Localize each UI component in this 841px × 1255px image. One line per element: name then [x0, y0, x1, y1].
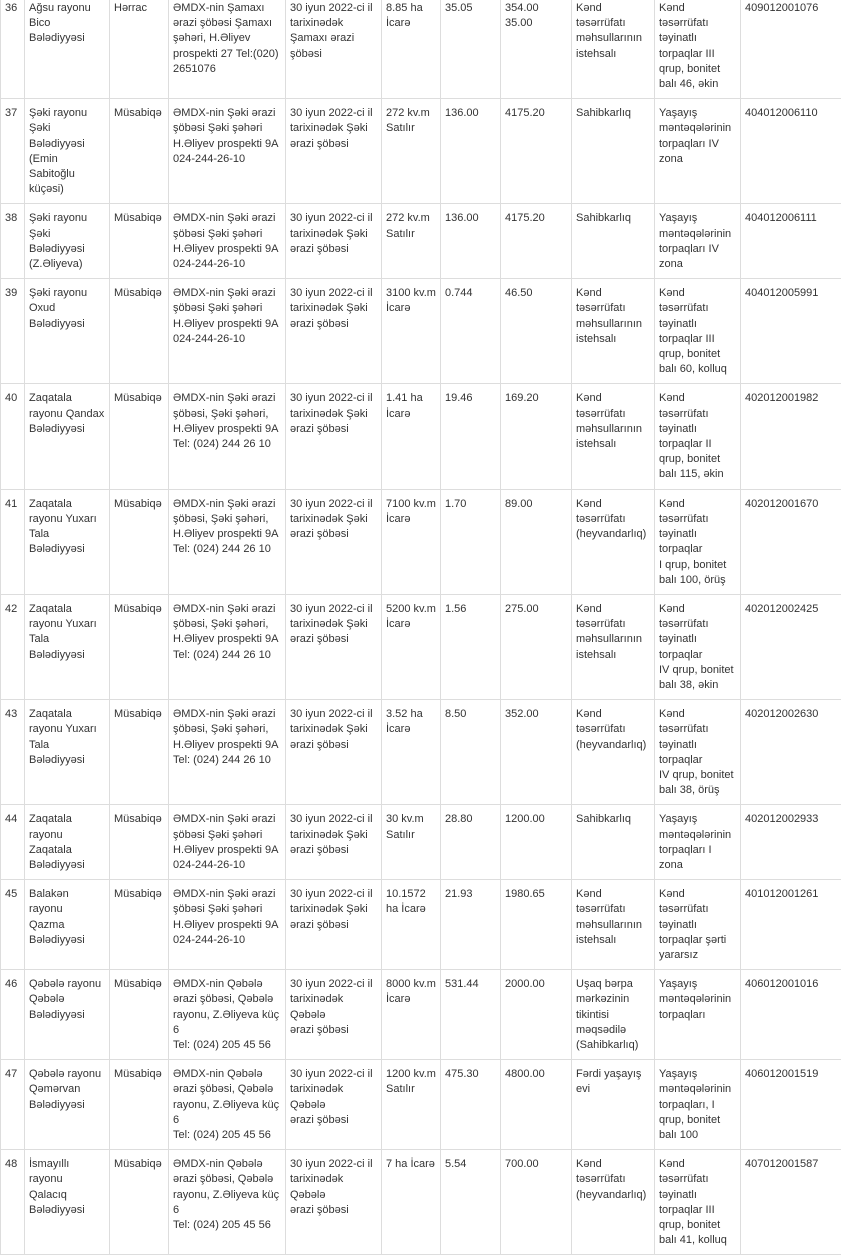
- table-row: [1, 384, 841, 489]
- start-price-cell: 28.80: [441, 805, 501, 880]
- land-category-cell: Yaşayış məntəqələrinin torpaqları I zona: [655, 805, 741, 880]
- annual-price-cell: 4800.00: [501, 1060, 572, 1150]
- purpose-cell: Kənd təsərrüfatı məhsullarının istehsalı: [572, 279, 655, 384]
- office-cell: ƏMDX-nin Şəki ərazi şöbəsi, Şəki şəhəri, H.Əliyev prospekti 9A Tel: (024) 244 26 10: [169, 594, 286, 699]
- area-cell: 3100 kv.m İcarə: [382, 279, 441, 384]
- table-row: [1, 489, 841, 594]
- row-number: 45: [1, 880, 25, 970]
- land-category-cell: Kənd təsərrüfatı təyinatlı torpaqlar IV qrup, bonitet balı 38, örüş: [655, 700, 741, 805]
- deadline-cell: 30 iyun 2022-ci il tarixinədək Şəki ərazi şöbəsi: [286, 279, 382, 384]
- sale-method-cell: Hərrac: [110, 0, 169, 99]
- sale-method-cell: Müsabiqə: [110, 489, 169, 594]
- row-number: 48: [1, 1150, 25, 1255]
- purpose-cell: Fərdi yaşayış evi: [572, 1060, 655, 1150]
- purpose-cell: Sahibkarlıq: [572, 99, 655, 204]
- annual-price-cell: 46.50: [501, 279, 572, 384]
- area-cell: 10.1572 ha İcarə: [382, 880, 441, 970]
- purpose-cell: Kənd təsərrüfatı məhsullarının istehsalı: [572, 880, 655, 970]
- row-number: 43: [1, 700, 25, 805]
- office-cell: ƏMDX-nin Qəbələ ərazi şöbəsi, Qəbələ rayonu, Z.Əliyeva küç 6 Tel: (024) 205 45 56: [169, 970, 286, 1060]
- table-row: [1, 594, 841, 699]
- cadastre-code-cell: 409012001076: [741, 0, 841, 99]
- annual-price-cell: 89.00: [501, 489, 572, 594]
- deadline-cell: 30 iyun 2022-ci il tarixinədək Şəki ərazi şöbəsi: [286, 700, 382, 805]
- municipality-cell: Zaqatala rayonu Qandax Bələdiyyəsi: [25, 384, 110, 489]
- start-price-cell: 136.00: [441, 99, 501, 204]
- table-row: [1, 1150, 841, 1255]
- sale-method-cell: Müsabiqə: [110, 805, 169, 880]
- start-price-cell: 21.93: [441, 880, 501, 970]
- office-cell: ƏMDX-nin Qəbələ ərazi şöbəsi, Qəbələ rayonu, Z.Əliyeva küç 6 Tel: (024) 205 45 56: [169, 1060, 286, 1150]
- area-cell: 8.85 ha İcarə: [382, 0, 441, 99]
- start-price-cell: 35.05: [441, 0, 501, 99]
- municipality-cell: İsmayıllı rayonu Qalacıq Bələdiyyəsi: [25, 1150, 110, 1255]
- start-price-cell: 5.54: [441, 1150, 501, 1255]
- deadline-cell: 30 iyun 2022-ci il tarixinədək Şəki ərazi şöbəsi: [286, 204, 382, 279]
- purpose-cell: Sahibkarlıq: [572, 805, 655, 880]
- start-price-cell: 19.46: [441, 384, 501, 489]
- area-cell: 7100 kv.m İcarə: [382, 489, 441, 594]
- municipality-cell: Şəki rayonu Oxud Bələdiyyəsi: [25, 279, 110, 384]
- row-number: 39: [1, 279, 25, 384]
- land-category-cell: Kənd təsərrüfatı təyinatlı torpaqlar III qrup, bonitet balı 46, əkin: [655, 0, 741, 99]
- purpose-cell: Uşaq bərpa mərkəzinin tikintisi məqsədilə (Sahibkarlıq): [572, 970, 655, 1060]
- sale-method-cell: Müsabiqə: [110, 970, 169, 1060]
- purpose-cell: Kənd təsərrüfatı məhsullarının istehsalı: [572, 0, 655, 99]
- annual-price-cell: 352.00: [501, 700, 572, 805]
- annual-price-cell: 354.00 35.00: [501, 0, 572, 99]
- cadastre-code-cell: 406012001519: [741, 1060, 841, 1150]
- row-number: 37: [1, 99, 25, 204]
- area-cell: 1200 kv.m Satılır: [382, 1060, 441, 1150]
- municipality-cell: Qəbələ rayonu Qəmərvan Bələdiyyəsi: [25, 1060, 110, 1150]
- municipality-cell: Qəbələ rayonu Qəbələ Bələdiyyəsi: [25, 970, 110, 1060]
- sale-method-cell: Müsabiqə: [110, 204, 169, 279]
- purpose-cell: Kənd təsərrüfatı (heyvandarlıq): [572, 700, 655, 805]
- annual-price-cell: 275.00: [501, 594, 572, 699]
- land-category-cell: Kənd təsərrüfatı təyinatlı torpaqlar III qrup, bonitet balı 41, kolluq: [655, 1150, 741, 1255]
- sale-method-cell: Müsabiqə: [110, 1150, 169, 1255]
- sale-method-cell: Müsabiqə: [110, 700, 169, 805]
- land-category-cell: Yaşayış məntəqələrinin torpaqları, I qrup, bonitet balı 100: [655, 1060, 741, 1150]
- deadline-cell: 30 iyun 2022-ci il tarixinədək Şamaxı ərazi şöbəsi: [286, 0, 382, 99]
- purpose-cell: Kənd təsərrüfatı (heyvandarlıq): [572, 1150, 655, 1255]
- municipality-cell: Balakən rayonu Qazma Bələdiyyəsi: [25, 880, 110, 970]
- annual-price-cell: 1980.65: [501, 880, 572, 970]
- row-number: 46: [1, 970, 25, 1060]
- table-row: [1, 1060, 841, 1150]
- deadline-cell: 30 iyun 2022-ci il tarixinədək Qəbələ ərazi şöbəsi: [286, 970, 382, 1060]
- office-cell: ƏMDX-nin Şəki ərazi şöbəsi, Şəki şəhəri, H.Əliyev prospekti 9A Tel: (024) 244 26 10: [169, 700, 286, 805]
- cadastre-code-cell: 402012002630: [741, 700, 841, 805]
- cadastre-code-cell: 402012001982: [741, 384, 841, 489]
- office-cell: ƏMDX-nin Qəbələ ərazi şöbəsi, Qəbələ rayonu, Z.Əliyeva küç 6 Tel: (024) 205 45 56: [169, 1150, 286, 1255]
- start-price-cell: 1.70: [441, 489, 501, 594]
- sale-method-cell: Müsabiqə: [110, 99, 169, 204]
- municipality-cell: Ağsu rayonu Bico Bələdiyyəsi: [25, 0, 110, 99]
- start-price-cell: 1.56: [441, 594, 501, 699]
- sale-method-cell: Müsabiqə: [110, 880, 169, 970]
- area-cell: 7 ha İcarə: [382, 1150, 441, 1255]
- area-cell: 272 kv.m Satılır: [382, 204, 441, 279]
- cadastre-code-cell: 401012001261: [741, 880, 841, 970]
- municipality-cell: Zaqatala rayonu Yuxarı Tala Bələdiyyəsi: [25, 594, 110, 699]
- purpose-cell: Kənd təsərrüfatı məhsullarının istehsalı: [572, 384, 655, 489]
- table-row: [1, 204, 841, 279]
- deadline-cell: 30 iyun 2022-ci il tarixinədək Şəki ərazi şöbəsi: [286, 489, 382, 594]
- deadline-cell: 30 iyun 2022-ci il tarixinədək Qəbələ ərazi şöbəsi: [286, 1060, 382, 1150]
- purpose-cell: Sahibkarlıq: [572, 204, 655, 279]
- deadline-cell: 30 iyun 2022-ci il tarixinədək Şəki ərazi şöbəsi: [286, 594, 382, 699]
- deadline-cell: 30 iyun 2022-ci il tarixinədək Şəki ərazi şöbəsi: [286, 384, 382, 489]
- annual-price-cell: 700.00: [501, 1150, 572, 1255]
- office-cell: ƏMDX-nin Şəki ərazi şöbəsi Şəki şəhəri H.Əliyev prospekti 9A 024-244-26-10: [169, 805, 286, 880]
- purpose-cell: Kənd təsərrüfatı məhsullarının istehsalı: [572, 594, 655, 699]
- land-category-cell: Yaşayış məntəqələrinin torpaqları: [655, 970, 741, 1060]
- cadastre-code-cell: 407012001587: [741, 1150, 841, 1255]
- land-category-cell: Kənd təsərrüfatı təyinatlı torpaqlar III qrup, bonitet balı 60, kolluq: [655, 279, 741, 384]
- cadastre-code-cell: 404012006110: [741, 99, 841, 204]
- land-category-cell: Yaşayış məntəqələrinin torpaqları IV zona: [655, 99, 741, 204]
- table-row: [1, 279, 841, 384]
- cadastre-code-cell: 406012001016: [741, 970, 841, 1060]
- table-row: [1, 99, 841, 204]
- annual-price-cell: 1200.00: [501, 805, 572, 880]
- area-cell: 1.41 ha İcarə: [382, 384, 441, 489]
- cadastre-code-cell: 404012006111: [741, 204, 841, 279]
- table-row: [1, 805, 841, 880]
- land-category-cell: Kənd təsərrüfatı təyinatlı torpaqlar I qrup, bonitet balı 100, örüş: [655, 489, 741, 594]
- office-cell: ƏMDX-nin Şəki ərazi şöbəsi Şəki şəhəri H.Əliyev prospekti 9A 024-244-26-10: [169, 880, 286, 970]
- start-price-cell: 136.00: [441, 204, 501, 279]
- start-price-cell: 8.50: [441, 700, 501, 805]
- land-category-cell: Kənd təsərrüfatı təyinatlı torpaqlar II qrup, bonitet balı 115, əkin: [655, 384, 741, 489]
- land-category-cell: Yaşayış məntəqələrinin torpaqları IV zona: [655, 204, 741, 279]
- row-number: 42: [1, 594, 25, 699]
- deadline-cell: 30 iyun 2022-ci il tarixinədək Şəki ərazi şöbəsi: [286, 99, 382, 204]
- table-row: [1, 0, 841, 99]
- table-row: [1, 880, 841, 970]
- cadastre-code-cell: 402012001670: [741, 489, 841, 594]
- annual-price-cell: 4175.20: [501, 204, 572, 279]
- start-price-cell: 475.30: [441, 1060, 501, 1150]
- land-category-cell: Kənd təsərrüfatı təyinatlı torpaqlar şərti yararsız: [655, 880, 741, 970]
- municipality-cell: Zaqatala rayonu Yuxarı Tala Bələdiyyəsi: [25, 700, 110, 805]
- municipality-cell: Şəki rayonu Şəki Bələdiyyəsi (Z.Əliyeva): [25, 204, 110, 279]
- row-number: 41: [1, 489, 25, 594]
- sale-method-cell: Müsabiqə: [110, 279, 169, 384]
- area-cell: 272 kv.m Satılır: [382, 99, 441, 204]
- office-cell: ƏMDX-nin Şamaxı ərazi şöbəsi Şamaxı şəhəri, H.Əliyev prospekti 27 Tel:(020) 2651076: [169, 0, 286, 99]
- area-cell: 3.52 ha İcarə: [382, 700, 441, 805]
- office-cell: ƏMDX-nin Şəki ərazi şöbəsi Şəki şəhəri H.Əliyev prospekti 9A 024-244-26-10: [169, 204, 286, 279]
- annual-price-cell: 2000.00: [501, 970, 572, 1060]
- sale-method-cell: Müsabiqə: [110, 384, 169, 489]
- land-category-cell: Kənd təsərrüfatı təyinatlı torpaqlar IV qrup, bonitet balı 38, əkin: [655, 594, 741, 699]
- start-price-cell: 531.44: [441, 970, 501, 1060]
- deadline-cell: 30 iyun 2022-ci il tarixinədək Qəbələ ərazi şöbəsi: [286, 1150, 382, 1255]
- deadline-cell: 30 iyun 2022-ci il tarixinədək Şəki ərazi şöbəsi: [286, 880, 382, 970]
- cadastre-code-cell: 402012002933: [741, 805, 841, 880]
- area-cell: 8000 kv.m İcarə: [382, 970, 441, 1060]
- area-cell: 30 kv.m Satılır: [382, 805, 441, 880]
- area-cell: 5200 kv.m İcarə: [382, 594, 441, 699]
- table-row: [1, 700, 841, 805]
- office-cell: ƏMDX-nin Şəki ərazi şöbəsi, Şəki şəhəri, H.Əliyev prospekti 9A Tel: (024) 244 26 10: [169, 384, 286, 489]
- row-number: 40: [1, 384, 25, 489]
- row-number: 36: [1, 0, 25, 99]
- municipality-cell: Zaqatala rayonu Zaqatala Bələdiyyəsi: [25, 805, 110, 880]
- row-number: 44: [1, 805, 25, 880]
- start-price-cell: 0.744: [441, 279, 501, 384]
- sale-method-cell: Müsabiqə: [110, 1060, 169, 1150]
- annual-price-cell: 4175.20: [501, 99, 572, 204]
- office-cell: ƏMDX-nin Şəki ərazi şöbəsi Şəki şəhəri H.Əliyev prospekti 9A 024-244-26-10: [169, 99, 286, 204]
- municipality-cell: Şəki rayonu Şəki Bələdiyyəsi (Emin Sabitoğlu küçəsi): [25, 99, 110, 204]
- sale-method-cell: Müsabiqə: [110, 594, 169, 699]
- cadastre-code-cell: 402012002425: [741, 594, 841, 699]
- municipality-cell: Zaqatala rayonu Yuxarı Tala Bələdiyyəsi: [25, 489, 110, 594]
- deadline-cell: 30 iyun 2022-ci il tarixinədək Şəki ərazi şöbəsi: [286, 805, 382, 880]
- table-row: [1, 970, 841, 1060]
- office-cell: ƏMDX-nin Şəki ərazi şöbəsi Şəki şəhəri H.Əliyev prospekti 9A 024-244-26-10: [169, 279, 286, 384]
- purpose-cell: Kənd təsərrüfatı (heyvandarlıq): [572, 489, 655, 594]
- cadastre-code-cell: 404012005991: [741, 279, 841, 384]
- office-cell: ƏMDX-nin Şəki ərazi şöbəsi, Şəki şəhəri, H.Əliyev prospekti 9A Tel: (024) 244 26 10: [169, 489, 286, 594]
- row-number: 47: [1, 1060, 25, 1150]
- row-number: 38: [1, 204, 25, 279]
- annual-price-cell: 169.20: [501, 384, 572, 489]
